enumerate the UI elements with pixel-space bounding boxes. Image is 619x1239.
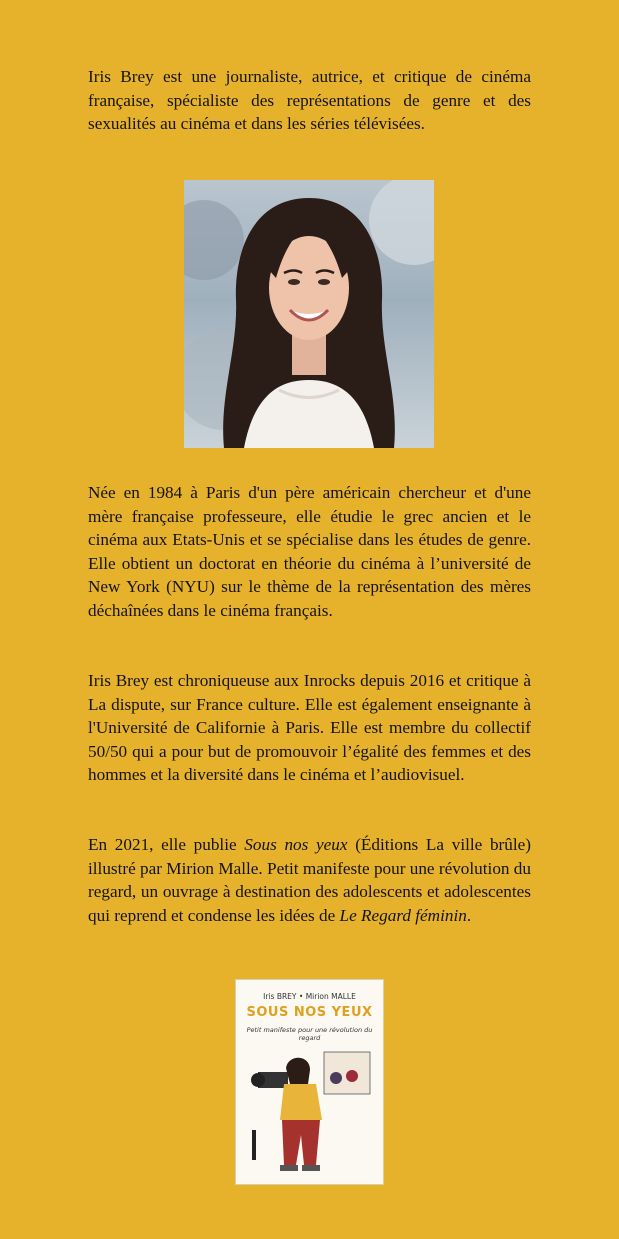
- book-text-part2: (Éditions La ville brûle) illustré par Mirion Malle. Petit manifeste pour une révolution du regard, un ouvrage à destination des adolescents et adolescentes qui reprend et condense les idées de: [88, 835, 532, 925]
- book-text-part1: En 2021, elle publie: [88, 835, 245, 854]
- book-title-italic: Sous nos yeux: [244, 835, 348, 854]
- book-cover-authors: Iris BREY • Mirion MALLE: [263, 992, 356, 1001]
- book-cover: [236, 980, 383, 1184]
- book-cover-title: SOUS NOS YEUX: [246, 1005, 373, 1020]
- biography-paragraph: Née en 1984 à Paris d'un père américain chercheur et d'une mère française professeure, elle étudie le grec ancien et le cinéma aux Etats-Unis et se spécialise dans les études de genre. Elle obtient un doctorat en théorie du cinéma à l’université de New York (NYU) sur le thème de la représentation des mères déchaînées dans le cinéma français.: [88, 483, 531, 620]
- career-paragraph: Iris Brey est chroniqueuse aux Inrocks depuis 2016 et critique à La dispute, sur France culture. Elle est également enseignante à l'Université de Californie à Paris. Elle est membre du collectif 50/50 qui a pour but de promouvoir l’égalité des femmes et des hommes et la diversité dans le cinéma et l’audiovisuel.: [88, 671, 531, 784]
- book-paragraph: [88, 833, 531, 927]
- book-text-part3: .: [466, 905, 472, 925]
- intro-paragraph: Iris Brey est une journaliste, autrice, et critique de cinéma française, spécialiste des représentations de genre et des sexualités au cinéma et dans les séries télévisées.: [88, 67, 531, 133]
- author-portrait: [184, 180, 434, 448]
- book-cover-subtitle: Petit manifeste pour une révolution du regard: [246, 1026, 373, 1042]
- book-ref-title-italic: Le Regard féminin: [339, 905, 467, 925]
